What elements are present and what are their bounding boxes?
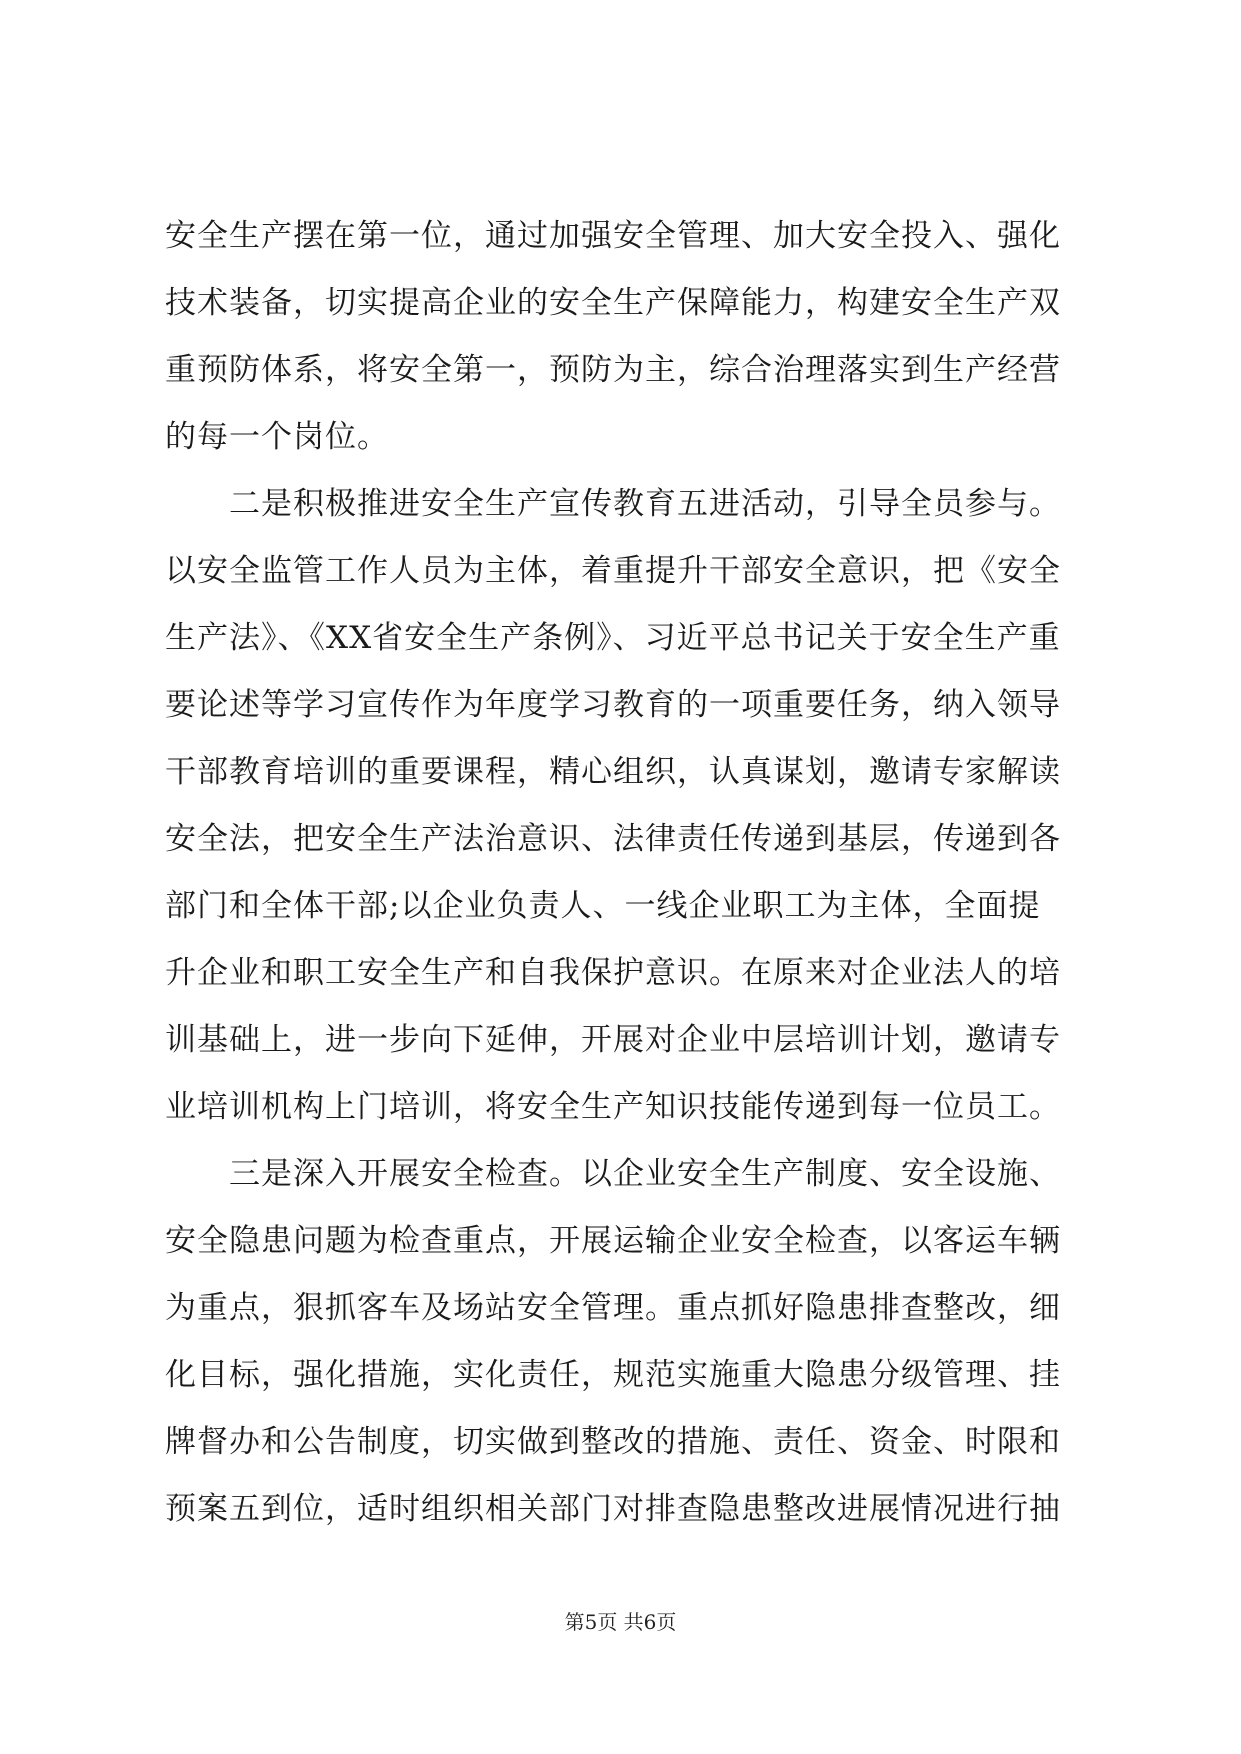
text-line: 业培训机构上门培训，将安全生产知识技能传递到每一位员工。	[165, 1089, 1061, 1125]
text-line: 预案五到位，适时组织相关部门对排查隐患整改进展情况进行抽	[165, 1491, 1061, 1527]
text-line: 要论述等学习宣传作为年度学习教育的一项重要任务，纳入领导	[165, 687, 1061, 723]
text-line: 二是积极推进安全生产宣传教育五进活动，引导全员参与。	[165, 486, 1061, 522]
text-line: 重预防体系，将安全第一，预防为主，综合治理落实到生产经营	[165, 352, 1061, 388]
page-footer	[0, 1608, 1241, 1636]
paragraph-1	[165, 203, 1080, 471]
text-line: 部门和全体干部;以企业负责人、一线企业职工为主体，全面提	[165, 888, 1041, 924]
text-line: 升企业和职工安全生产和自我保护意识。在原来对企业法人的培	[165, 955, 1061, 991]
text-line: 干部教育培训的重要课程，精心组织，认真谋划，邀请专家解读	[165, 754, 1061, 790]
text-line: 技术装备，切实提高企业的安全生产保障能力，构建安全生产双	[165, 285, 1061, 321]
text-line: 安全隐患问题为检查重点，开展运输企业安全检查，以客运车辆	[165, 1223, 1061, 1259]
text-line: 三是深入开展安全检查。以企业安全生产制度、安全设施、	[165, 1156, 1061, 1192]
text-line: 为重点，狠抓客车及场站安全管理。重点抓好隐患排查整改，细	[165, 1290, 1061, 1326]
text-line: 牌督办和公告制度，切实做到整改的措施、责任、资金、时限和	[165, 1424, 1061, 1460]
paragraph-2	[165, 471, 1080, 1141]
text-line: 安全法，把安全生产法治意识、法律责任传递到基层，传递到各	[165, 821, 1061, 857]
text-line: 化目标，强化措施，实化责任，规范实施重大隐患分级管理、挂	[165, 1357, 1061, 1393]
paragraph-3	[165, 1141, 1080, 1543]
text-line: 生产法》、《XX省安全生产条例》、习近平总书记关于安全生产重	[165, 620, 1061, 656]
text-line: 的每一个岗位。	[165, 419, 389, 455]
text-line: 以安全监管工作人员为主体，着重提升干部安全意识，把《安全	[165, 553, 1061, 589]
document-body	[165, 203, 1080, 1543]
page-number: 第5页 共6页	[564, 1610, 677, 1634]
text-line: 安全生产摆在第一位，通过加强安全管理、加大安全投入、强化	[165, 218, 1061, 254]
text-line: 训基础上，进一步向下延伸，开展对企业中层培训计划，邀请专	[165, 1022, 1061, 1058]
